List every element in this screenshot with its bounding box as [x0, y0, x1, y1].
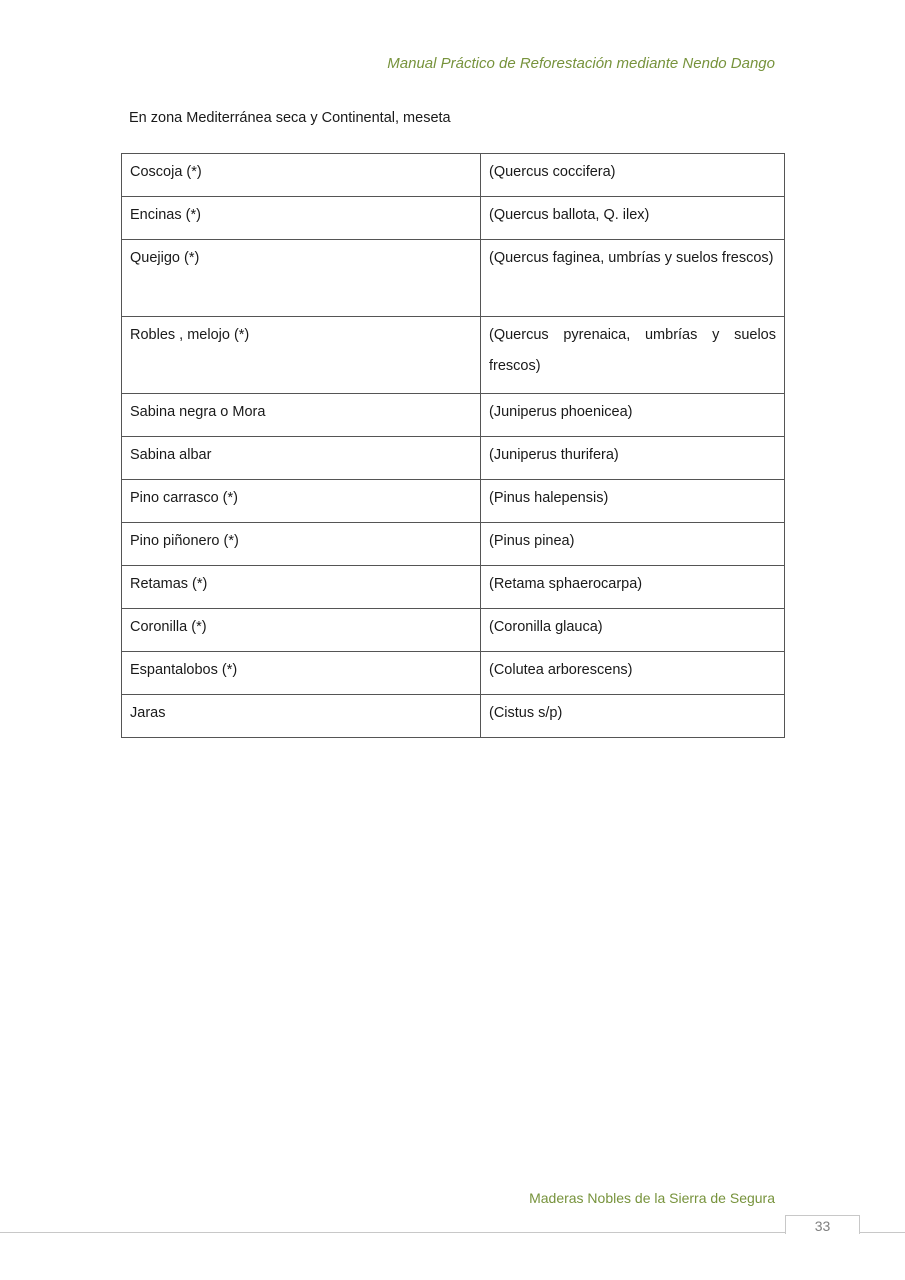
table-row — [122, 394, 785, 437]
scientific-name-cell: (Juniperus phoenicea) — [481, 394, 785, 437]
table-row — [122, 609, 785, 652]
common-name-cell: Sabina albar — [122, 437, 481, 480]
table-row — [122, 154, 785, 197]
scientific-name-cell: (Quercus faginea, umbrías y suelos frescos) — [481, 240, 785, 317]
species-table — [121, 153, 785, 738]
table-row — [122, 523, 785, 566]
scientific-name-cell: (Colutea arborescens) — [481, 652, 785, 695]
table-row — [122, 240, 785, 317]
common-name-cell: Robles , melojo (*) — [122, 317, 481, 394]
scientific-name-cell: (Coronilla glauca) — [481, 609, 785, 652]
footer-divider — [0, 1232, 905, 1233]
common-name-cell: Pino carrasco (*) — [122, 480, 481, 523]
table-row — [122, 652, 785, 695]
scientific-name-cell: (Pinus halepensis) — [481, 480, 785, 523]
scientific-name-cell: (Pinus pinea) — [481, 523, 785, 566]
scientific-name-cell: (Retama sphaerocarpa) — [481, 566, 785, 609]
common-name-cell: Espantalobos (*) — [122, 652, 481, 695]
common-name-cell: Encinas (*) — [122, 197, 481, 240]
table-row — [122, 437, 785, 480]
section-intro: En zona Mediterránea seca y Continental, meseta — [129, 110, 451, 126]
running-footer: Maderas Nobles de la Sierra de Segura — [529, 1190, 775, 1206]
table-row — [122, 695, 785, 738]
common-name-cell: Sabina negra o Mora — [122, 394, 481, 437]
running-header: Manual Práctico de Reforestación mediante Nendo Dango — [387, 55, 775, 72]
common-name-cell: Quejigo (*) — [122, 240, 481, 317]
scientific-name-cell: (Quercus pyrenaica, umbrías y suelos frescos) — [481, 317, 785, 394]
common-name-cell: Pino piñonero (*) — [122, 523, 481, 566]
common-name-cell: Coronilla (*) — [122, 609, 481, 652]
page-number: 33 — [785, 1215, 860, 1234]
table-row — [122, 317, 785, 394]
table-row — [122, 197, 785, 240]
table-row — [122, 566, 785, 609]
scientific-name-cell: (Juniperus thurifera) — [481, 437, 785, 480]
common-name-cell: Coscoja (*) — [122, 154, 481, 197]
scientific-name-cell: (Cistus s/p) — [481, 695, 785, 738]
common-name-cell: Jaras — [122, 695, 481, 738]
table-row — [122, 480, 785, 523]
scientific-name-cell: (Quercus coccifera) — [481, 154, 785, 197]
common-name-cell: Retamas (*) — [122, 566, 481, 609]
scientific-name-cell: (Quercus ballota, Q. ilex) — [481, 197, 785, 240]
